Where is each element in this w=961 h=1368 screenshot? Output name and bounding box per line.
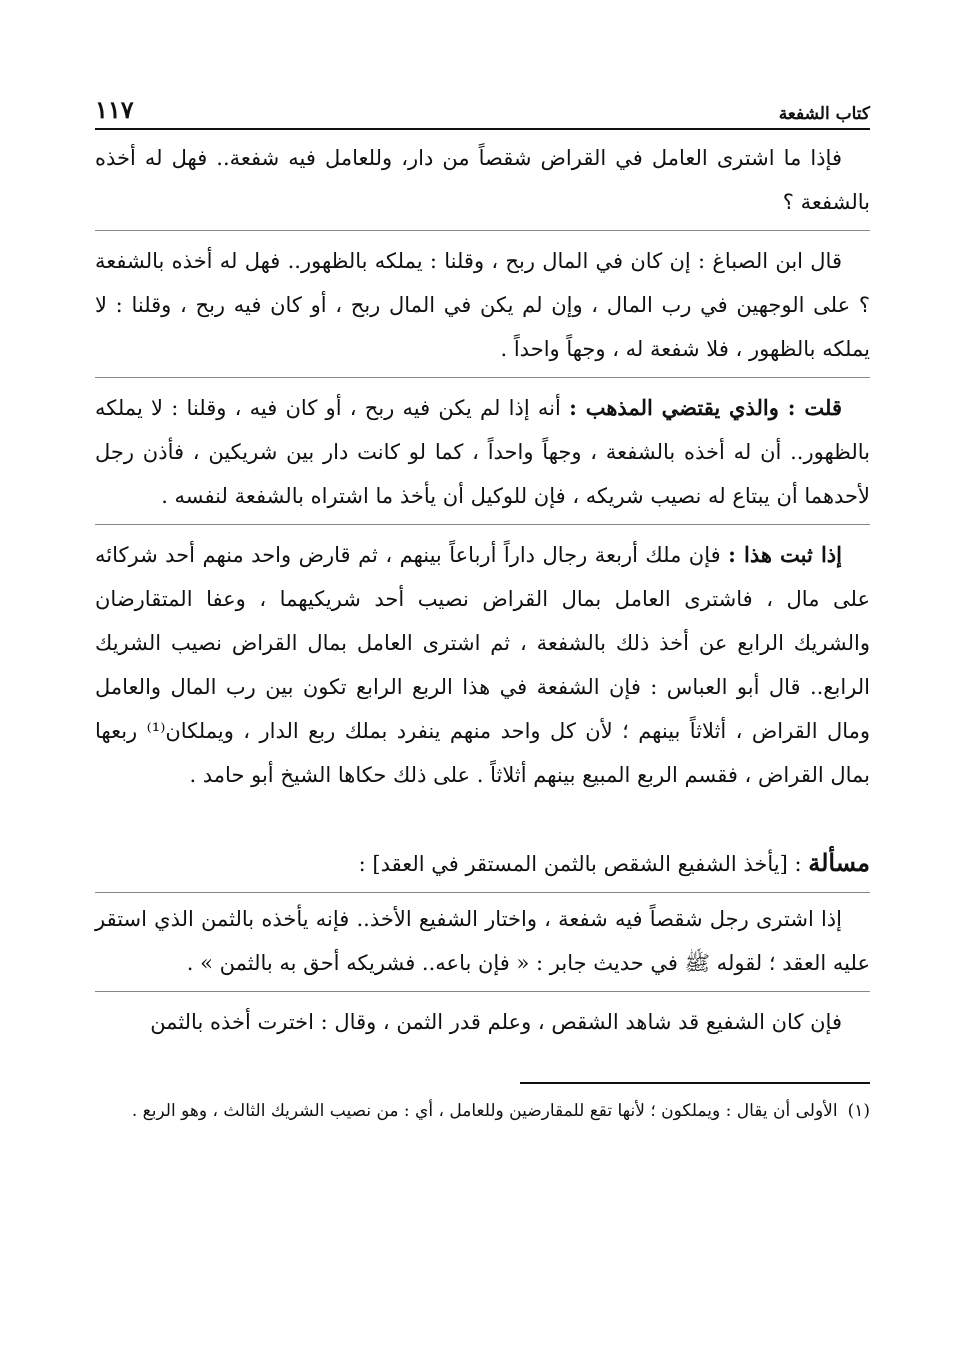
paragraph bbox=[95, 239, 870, 378]
footnote-number: (١) bbox=[847, 1101, 870, 1121]
paragraph-lead: قلت : والذي يقتضي المذهب : bbox=[569, 395, 842, 420]
paragraph-text: إذا اشترى رجل شقصاً فيه شفعة ، واختار الشفيع الأخذ.. فإنه يأخذه بالثمن الذي استقر عليه العقد ؛ لقوله ﷺ في حديث جابر : « فإن باعه.. فشريكه أحق به بالثمن » . bbox=[95, 907, 870, 975]
page-header bbox=[95, 80, 870, 130]
paragraph-text: فإن كان الشفيع قد شاهد الشقص ، وعلم قدر الثمن ، وقال : اخترت أخذه بالثمن bbox=[150, 1010, 842, 1034]
paragraph bbox=[95, 386, 870, 525]
footnote-divider bbox=[520, 1082, 870, 1084]
paragraph bbox=[95, 1000, 870, 1050]
paragraph-text: فإن ملك أربعة رجال داراً أرباعاً بينهم ، ثم قارض واحد منهم أحد شركائه على مال ، فاشترى العامل بمال القراض نصيب أحد شريكيهما ، وعفا المتقارضان والشريك الرابع عن أخذ ذلك بالشفعة ، ثم اشترى العامل بمال القراض نصيب الشريك الرابع.. قال أبو العباس : فإن الشفعة في هذا الربع الرابع تكون بين رب المال والعامل ومال القراض ، أثلاثاً بينهم ؛ لأن كل واحد منهم ينفرد بملك ربع الدار ، ويملكان⁽¹⁾ ربعها بمال القراض ، فقسم الربع المبيع بينهم أثلاثاً . على ذلك حكاها الشيخ أبو حامد . bbox=[95, 543, 870, 787]
book-title: كتاب الشفعة bbox=[778, 104, 870, 124]
body-text bbox=[95, 136, 870, 1050]
footnote-text: الأولى أن يقال : ويملكون ؛ لأنها تقع للمقارضين وللعامل ، أي : من نصيب الشريك الثالث ، وهو الربع . bbox=[131, 1101, 838, 1121]
section-title: : [يأخذ الشفيع الشقص بالثمن المستقر في العقد] : bbox=[358, 852, 802, 876]
paragraph bbox=[95, 533, 870, 803]
paragraph bbox=[95, 897, 870, 992]
paragraph bbox=[95, 136, 870, 231]
section-heading bbox=[95, 841, 870, 893]
page-number: ١١٧ bbox=[95, 95, 134, 124]
paragraph-text: أنه إذا لم يكن فيه ربح ، أو كان فيه ، وقلنا : لا يملكه بالظهور.. أن له أخذه بالشفعة ، وجهاً واحداً ، كما لو كانت دار بين شريكين ، فأذن رجل لأحدهما أن يبتاع له نصيب شريكه ، فإن للوكيل أن يأخذ ما اشتراه بالشفعة لنفسه . bbox=[95, 396, 870, 508]
footnote bbox=[95, 1094, 870, 1128]
paragraph-lead: إذا ثبت هذا : bbox=[728, 542, 842, 567]
document-page bbox=[95, 80, 870, 1128]
paragraph-text: فإذا ما اشترى العامل في القراض شقصاً من دار، وللعامل فيه شفعة.. فهل له أخذه بالشفعة ؟ bbox=[95, 146, 870, 214]
section-label: مسألة bbox=[808, 848, 870, 877]
paragraph-text: قال ابن الصباغ : إن كان في المال ربح ، وقلنا : يملكه بالظهور.. فهل له أخذه بالشفعة ؟ على الوجهين في رب المال ، وإن لم يكن في المال ربح ، أو كان فيه ربح ، وقلنا : لا يملكه بالظهور ، فلا شفعة له ، وجهاً واحداً . bbox=[95, 249, 870, 361]
